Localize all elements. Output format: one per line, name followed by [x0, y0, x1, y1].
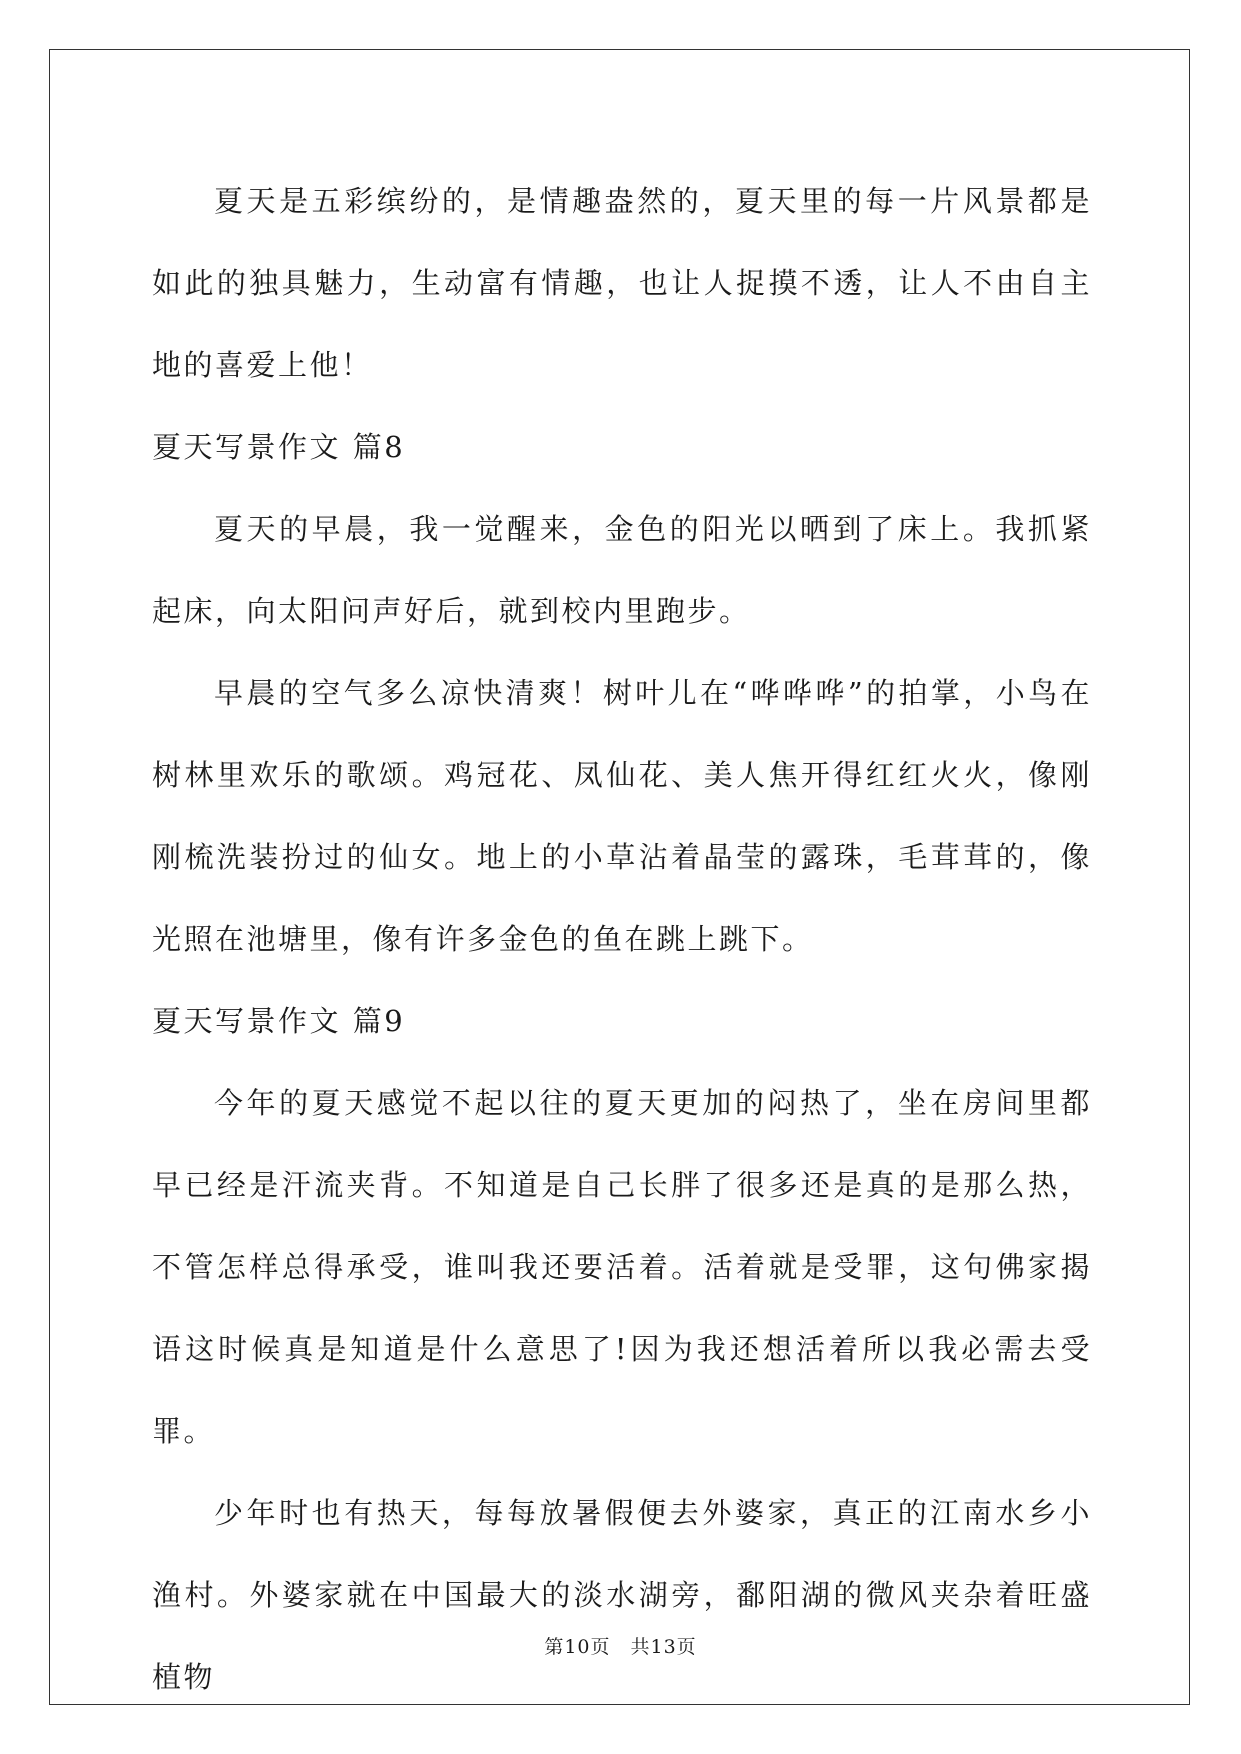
- paragraph: 今年的夏天感觉不起以往的夏天更加的闷热了，坐在房间里都早已经是汗流夹背。不知道是自己长胖了很多还是真的是那么热，不管怎样总得承受，谁叫我还要活着。活着就是受罪，这句佛家揭语这时候真是知道是什么意思了!因为我还想活着所以我必需去受罪。: [152, 1086, 1092, 1448]
- paragraph: 夏天的早晨，我一觉醒来，金色的阳光以晒到了床上。我抓紧起床，向太阳问声好后，就到校内里跑步。: [152, 512, 1092, 628]
- paragraph: 夏天是五彩缤纷的，是情趣盎然的，夏天里的每一片风景都是如此的独具魅力，生动富有情趣，也让人捉摸不透，让人不由自主地的喜爱上他！: [152, 184, 1092, 382]
- section-heading: 夏天写景作文 篇8: [152, 430, 406, 464]
- section-heading: 夏天写景作文 篇9: [152, 1004, 406, 1038]
- page-number-footer: 第10页 共13页: [544, 1636, 697, 1658]
- paragraph: 少年时也有热天，每每放暑假便去外婆家，真正的江南水乡小渔村。外婆家就在中国最大的淡水湖旁，鄱阳湖的微风夹杂着旺盛植物: [152, 1496, 1092, 1694]
- paragraph: 早晨的空气多么凉快清爽！树叶儿在“哗哗哗”的拍掌，小鸟在树林里欢乐的歌颂。鸡冠花、凤仙花、美人焦开得红红火火，像刚刚梳洗装扮过的仙女。地上的小草沾着晶莹的露珠，毛茸茸的，像光照在池塘里，像有许多金色的鱼在跳上跳下。: [152, 676, 1092, 956]
- document-body: [152, 160, 1092, 1718]
